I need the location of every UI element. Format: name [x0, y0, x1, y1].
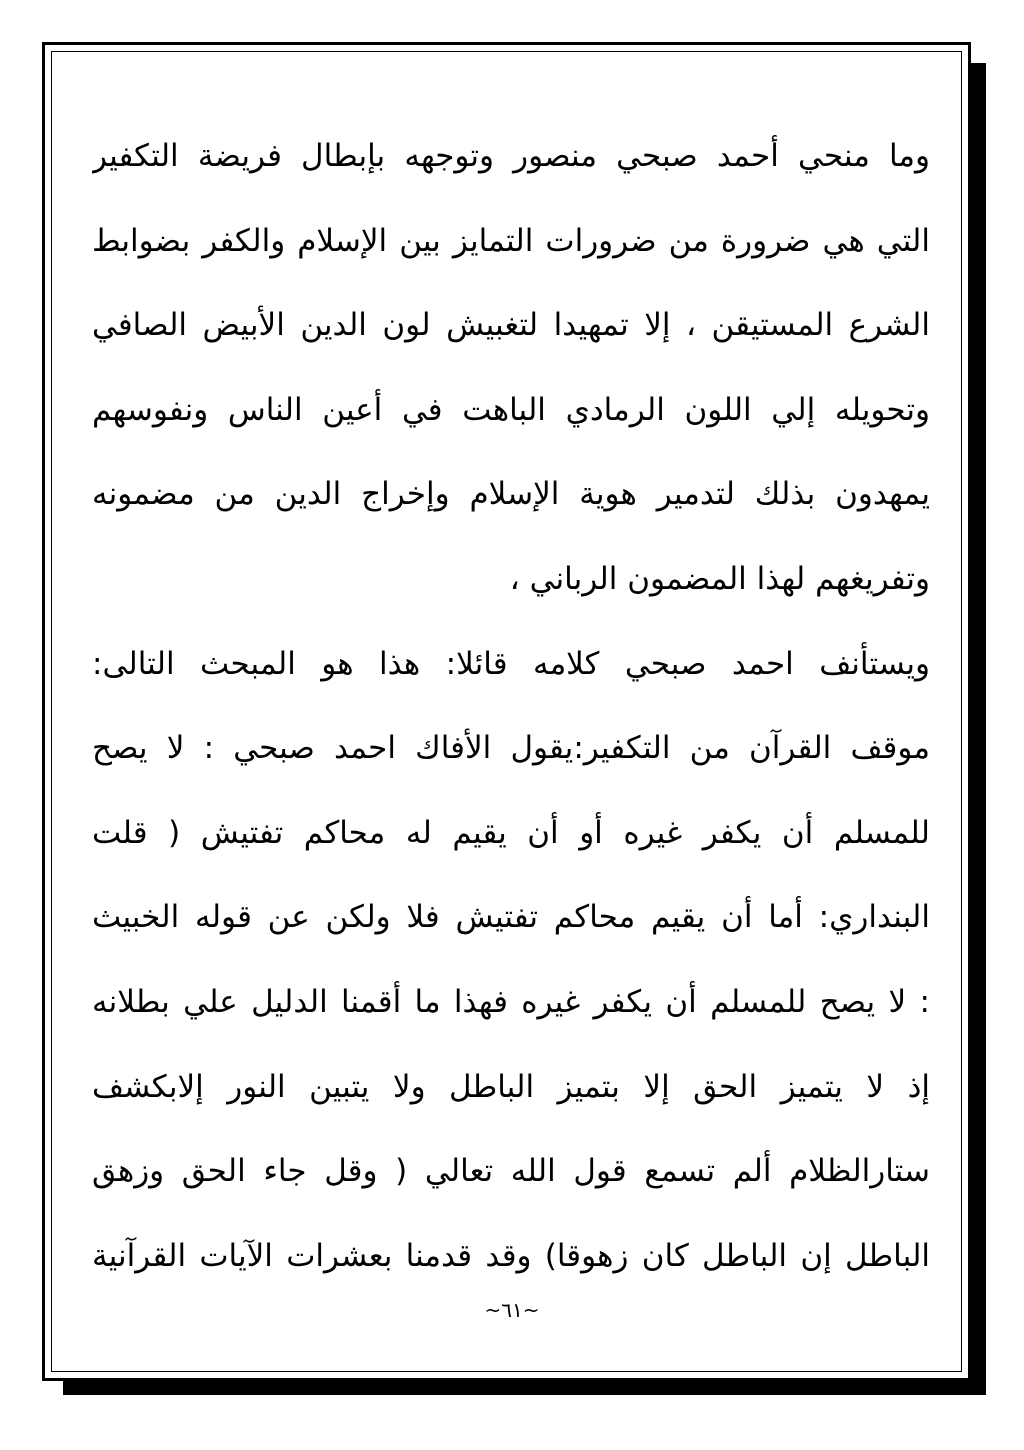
text-line: : لا يصح للمسلم أن يكفر غيره فهذا ما أقمنا الدليل علي بطلانه: [92, 983, 930, 1020]
text-line: الشرع المستيقن ، إلا تمهيدا لتغبيش لون الدين الأبيض الصافي: [92, 307, 930, 344]
text-line: يمهدون بذلك لتدمير هوية الإسلام وإخراج الدين من مضمونه: [92, 476, 930, 513]
text-line: وما منحي أحمد صبحي منصور وتوجهه بإبطال فريضة التكفير: [92, 138, 930, 174]
text-line: التي هي ضرورة من ضرورات التمايز بين الإسلام والكفر بضوابط: [92, 222, 930, 259]
paragraph-2: [92, 634, 930, 1311]
text-line: موقف القرآن من التكفير:يقول الأفاك احمد صبحي : لا يصح: [92, 730, 930, 767]
text-line: ستارالظلام ألم تسمع قول الله تعالي ( وقل جاء الحق وزهق: [92, 1153, 930, 1190]
text-line: وتفريغهم لهذا المضمون الرباني ،: [509, 560, 930, 597]
page-number: ~٦١~: [484, 1298, 540, 1322]
paragraph-1: [92, 126, 930, 634]
text-line: البنداري: أما أن يقيم محاكم تفتيش فلا ولكن عن قوله الخبيث: [92, 899, 930, 936]
text-line: إذ لا يتميز الحق إلا بتميز الباطل ولا يتبين النور إلابكشف: [92, 1068, 930, 1105]
text-line: وتحويله إلي اللون الرمادي الباهت في أعين الناس ونفوسهم: [92, 391, 930, 428]
text-line: ويستأنف احمد صبحي كلامه قائلا: هذا هو المبحث التالى:: [92, 645, 930, 682]
text-line: للمسلم أن يكفر غيره أو أن يقيم له محاكم تفتيش ( قلت: [92, 814, 930, 851]
page-body: [92, 126, 930, 1310]
text-line: الباطل إن الباطل كان زهوقا) وقد قدمنا بعشرات الآيات القرآنية: [92, 1237, 930, 1274]
